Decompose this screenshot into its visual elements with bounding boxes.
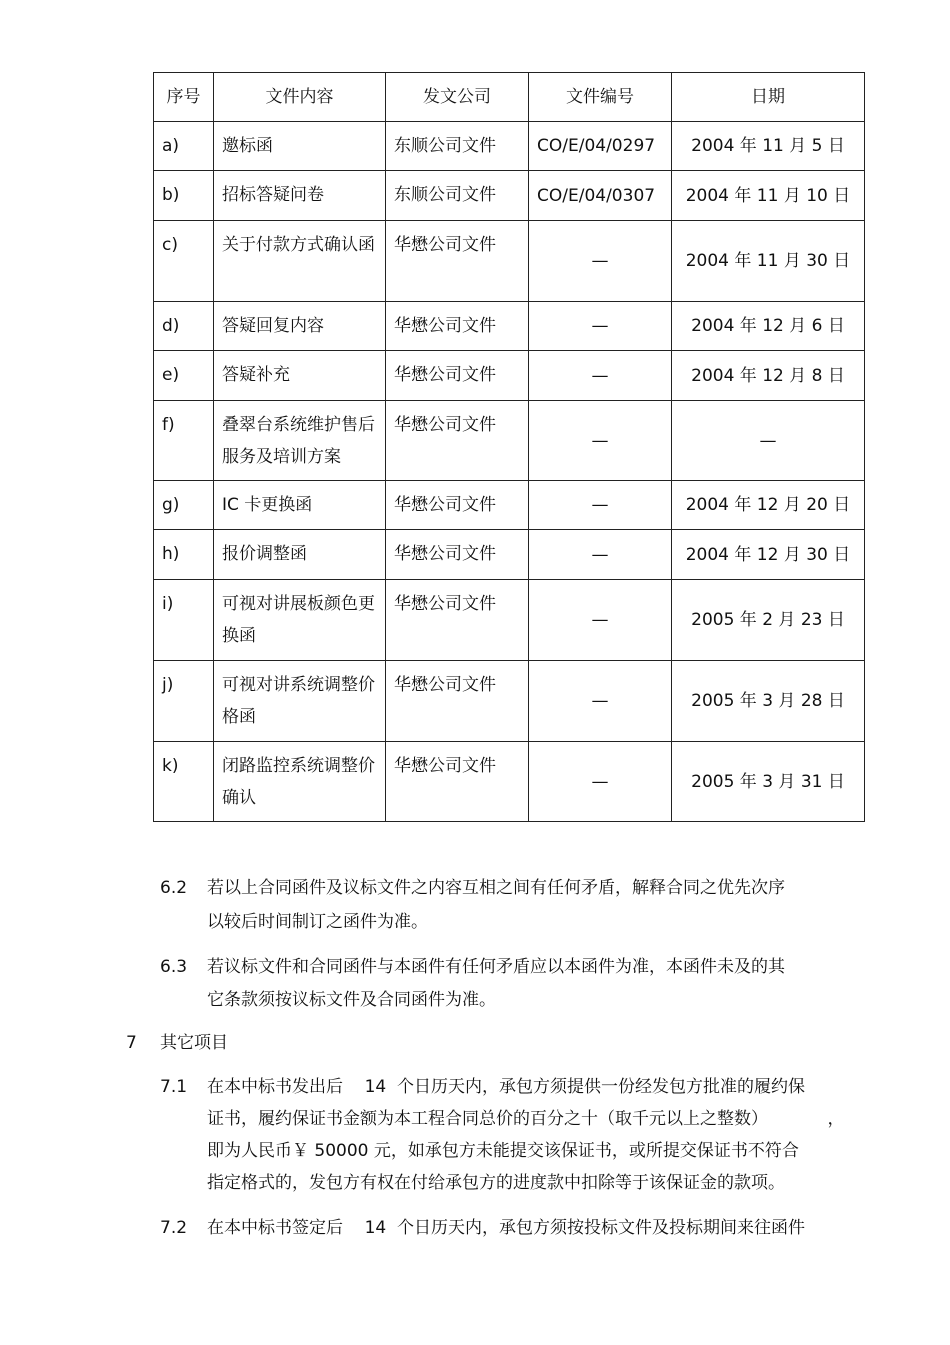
header-no: 序号 — [154, 73, 214, 122]
row-content: 可视对讲展板颜色更换函 — [214, 580, 386, 661]
table-header-row — [154, 73, 865, 122]
section-7-1-line-3: 即为人民币￥ 50000 元，如承包方未能提交该保证书，或所提交保证书不符合 — [207, 1141, 799, 1161]
section-6-3-line-2: 它条款须按议标文件及合同函件为准。 — [207, 990, 496, 1010]
section-6-3-line-1: 若议标文件和合同函件与本函件有任何矛盾应以本函件为准，本函件未及的其 — [207, 957, 785, 977]
row-date: 2005 年 3 月 28 日 — [672, 661, 865, 742]
row-date: 2004 年 11 月 10 日 — [672, 171, 865, 221]
row-code: — — [529, 221, 672, 302]
row-company: 华懋公司文件 — [386, 351, 529, 401]
table-row — [154, 302, 865, 351]
row-code: — — [529, 742, 672, 822]
row-company: 华懋公司文件 — [386, 742, 529, 822]
row-company: 东顺公司文件 — [386, 171, 529, 221]
row-no: c) — [154, 221, 214, 302]
header-content: 文件内容 — [214, 73, 386, 122]
document-table — [153, 72, 865, 822]
row-no: a) — [154, 122, 214, 171]
row-code: — — [529, 530, 672, 580]
row-date: 2005 年 2 月 23 日 — [672, 580, 865, 661]
row-content: 邀标函 — [214, 122, 386, 171]
row-code: — — [529, 481, 672, 530]
table-row — [154, 401, 865, 481]
row-code: — — [529, 661, 672, 742]
row-content: 报价调整函 — [214, 530, 386, 580]
row-no: b) — [154, 171, 214, 221]
row-content: 关于付款方式确认函 — [214, 221, 386, 302]
row-content: 可视对讲系统调整价格函 — [214, 661, 386, 742]
table-row — [154, 221, 865, 302]
section-7-2-line-1: 在本中标书签定后 14 个日历天内，承包方须按投标文件及投标期间来往函件 — [207, 1218, 806, 1238]
row-content: 叠翠台系统维护售后服务及培训方案 — [214, 401, 386, 481]
row-content: IC 卡更换函 — [214, 481, 386, 530]
table-row — [154, 580, 865, 661]
row-no: h) — [154, 530, 214, 580]
section-number-7: 7 — [126, 1033, 137, 1053]
section-7-1-line-2: 证书，履约保证书金额为本工程合同总价的百分之十（取千元以上之整数） ， — [207, 1109, 845, 1129]
section-6-2-line-1: 若以上合同函件及议标文件之内容互相之间有任何矛盾，解释合同之优先次序 — [207, 878, 785, 898]
row-company: 华懋公司文件 — [386, 661, 529, 742]
row-content: 答疑回复内容 — [214, 302, 386, 351]
row-no: e) — [154, 351, 214, 401]
row-code: CO/E/04/0307 — [529, 171, 672, 221]
section-6-2-line-2: 以较后时间制订之函件为准。 — [207, 912, 428, 932]
row-date: 2004 年 12 月 6 日 — [672, 302, 865, 351]
row-company: 华懋公司文件 — [386, 401, 529, 481]
row-content: 答疑补充 — [214, 351, 386, 401]
table-row — [154, 530, 865, 580]
row-company: 华懋公司文件 — [386, 530, 529, 580]
header-code: 文件编号 — [529, 73, 672, 122]
row-no: j) — [154, 661, 214, 742]
header-date: 日期 — [672, 73, 865, 122]
row-code: — — [529, 351, 672, 401]
row-no: k) — [154, 742, 214, 822]
section-7-title: 其它项目 — [160, 1033, 228, 1053]
row-no: i) — [154, 580, 214, 661]
row-company: 华懋公司文件 — [386, 221, 529, 302]
row-date: 2004 年 12 月 20 日 — [672, 481, 865, 530]
section-number-6-3: 6.3 — [160, 957, 188, 977]
row-content: 招标答疑问卷 — [214, 171, 386, 221]
section-number-7-1: 7.1 — [160, 1077, 188, 1097]
row-date: — — [672, 401, 865, 481]
table-row — [154, 661, 865, 742]
table-row — [154, 351, 865, 401]
row-code: — — [529, 401, 672, 481]
row-date: 2004 年 11 月 5 日 — [672, 122, 865, 171]
section-7-1-line-1: 在本中标书发出后 14 个日历天内，承包方须提供一份经发包方批准的履约保 — [207, 1077, 806, 1097]
row-code: CO/E/04/0297 — [529, 122, 672, 171]
row-company: 华懋公司文件 — [386, 302, 529, 351]
table-row — [154, 122, 865, 171]
row-company: 华懋公司文件 — [386, 580, 529, 661]
table-row — [154, 171, 865, 221]
table-row — [154, 481, 865, 530]
row-date: 2004 年 12 月 30 日 — [672, 530, 865, 580]
section-number-6-2: 6.2 — [160, 878, 188, 898]
row-code: — — [529, 302, 672, 351]
row-content: 闭路监控系统调整价确认 — [214, 742, 386, 822]
row-code: — — [529, 580, 672, 661]
header-company: 发文公司 — [386, 73, 529, 122]
row-date: 2005 年 3 月 31 日 — [672, 742, 865, 822]
row-company: 华懋公司文件 — [386, 481, 529, 530]
row-company: 东顺公司文件 — [386, 122, 529, 171]
row-no: d) — [154, 302, 214, 351]
table-row — [154, 742, 865, 822]
row-no: f) — [154, 401, 214, 481]
row-no: g) — [154, 481, 214, 530]
section-7-1-line-4: 指定格式的，发包方有权在付给承包方的进度款中扣除等于该保证金的款项。 — [207, 1173, 785, 1193]
section-number-7-2: 7.2 — [160, 1218, 188, 1238]
row-date: 2004 年 11 月 30 日 — [672, 221, 865, 302]
row-date: 2004 年 12 月 8 日 — [672, 351, 865, 401]
